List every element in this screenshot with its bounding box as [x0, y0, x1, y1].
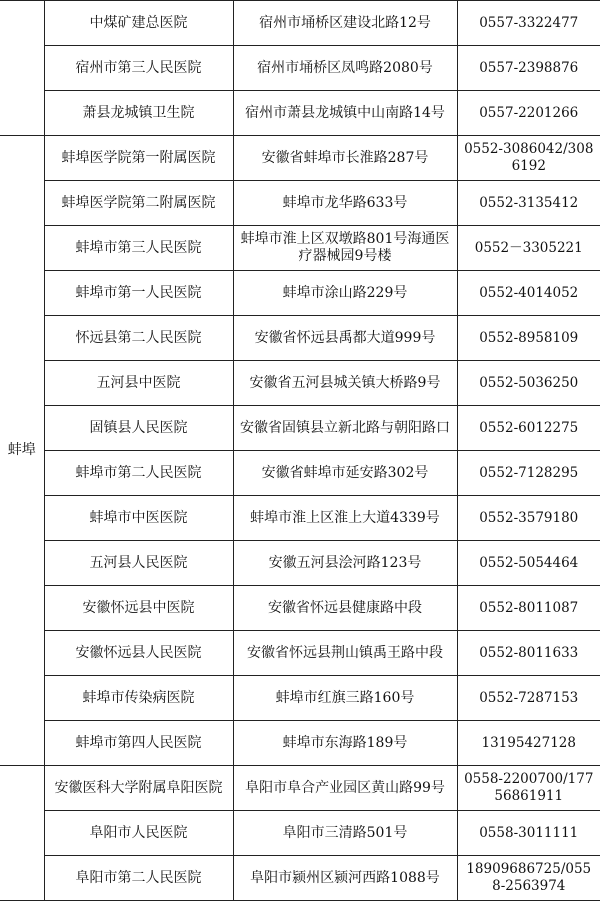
hospital-phone: 0552-8958109	[457, 316, 600, 361]
hospital-name: 蚌埠医学院第一附属医院	[44, 136, 233, 181]
hospital-phone: 0552-6012275	[457, 406, 600, 451]
city-cell: 蚌埠	[0, 136, 44, 766]
hospital-name: 五河县人民医院	[44, 541, 233, 586]
table-row	[0, 1, 600, 46]
hospital-name: 安徽怀远县中医院	[44, 586, 233, 631]
table-row	[0, 811, 600, 856]
hospital-phone: 18909686725/0558-2563974	[457, 856, 600, 901]
hospital-address: 安徽五河县浍河路123号	[233, 541, 457, 586]
table-row	[0, 586, 600, 631]
table-row	[0, 226, 600, 271]
hospital-address: 阜阳市颍州区颍河西路1088号	[233, 856, 457, 901]
hospital-phone: 0558-3011111	[457, 811, 600, 856]
hospital-address: 蚌埠市红旗三路160号	[233, 676, 457, 721]
hospital-phone: 0552-8011633	[457, 631, 600, 676]
table-row	[0, 676, 600, 721]
table-row	[0, 46, 600, 91]
table-row	[0, 91, 600, 136]
hospital-address: 安徽省蚌埠市延安路302号	[233, 451, 457, 496]
table-row	[0, 451, 600, 496]
hospital-address: 宿州市埇桥区建设北路12号	[233, 1, 457, 46]
hospital-name: 蚌埠市第四人民医院	[44, 721, 233, 766]
hospital-address: 安徽省五河县城关镇大桥路9号	[233, 361, 457, 406]
hospital-phone: 0557-2398876	[457, 46, 600, 91]
hospital-address: 安徽省怀远县荆山镇禹王路中段	[233, 631, 457, 676]
hospital-name: 萧县龙城镇卫生院	[44, 91, 233, 136]
hospital-address: 蚌埠市东海路189号	[233, 721, 457, 766]
hospital-name: 蚌埠市中医医院	[44, 496, 233, 541]
table-row	[0, 361, 600, 406]
hospital-name: 宿州市第三人民医院	[44, 46, 233, 91]
city-cell	[0, 766, 44, 901]
table-row	[0, 631, 600, 676]
hospital-phone: 0552-8011087	[457, 586, 600, 631]
hospital-name: 阜阳市人民医院	[44, 811, 233, 856]
hospital-address: 宿州市埇桥区凤鸣路2080号	[233, 46, 457, 91]
hospital-phone: 0552-3135412	[457, 181, 600, 226]
hospital-address: 安徽省蚌埠市长淮路287号	[233, 136, 457, 181]
table-row	[0, 766, 600, 811]
hospital-phone: 0552-5036250	[457, 361, 600, 406]
hospital-address: 蚌埠市龙华路633号	[233, 181, 457, 226]
hospital-address: 蚌埠市涂山路229号	[233, 271, 457, 316]
hospital-name: 怀远县第二人民医院	[44, 316, 233, 361]
hospital-phone: 13195427128	[457, 721, 600, 766]
table-row	[0, 541, 600, 586]
table-row	[0, 271, 600, 316]
table-row	[0, 316, 600, 361]
hospital-name: 蚌埠医学院第二附属医院	[44, 181, 233, 226]
hospital-address: 蚌埠市淮上区淮上大道4339号	[233, 496, 457, 541]
hospital-phone: 0552-3579180	[457, 496, 600, 541]
hospital-address: 阜阳市阜合产业园区黄山路99号	[233, 766, 457, 811]
hospital-address: 蚌埠市淮上区双墩路801号海通医疗器械园9号楼	[233, 226, 457, 271]
table-row	[0, 136, 600, 181]
hospital-address: 阜阳市三清路501号	[233, 811, 457, 856]
hospital-address: 宿州市萧县龙城镇中山南路14号	[233, 91, 457, 136]
hospital-name: 五河县中医院	[44, 361, 233, 406]
hospital-address: 安徽省固镇县立新北路与朝阳路口	[233, 406, 457, 451]
table-row	[0, 721, 600, 766]
hospital-phone: 0552－3305221	[457, 226, 600, 271]
table-row	[0, 181, 600, 226]
table-row	[0, 856, 600, 901]
hospital-name: 中煤矿建总医院	[44, 1, 233, 46]
hospital-phone: 0552-4014052	[457, 271, 600, 316]
hospital-name: 固镇县人民医院	[44, 406, 233, 451]
hospital-name: 蚌埠市第二人民医院	[44, 451, 233, 496]
table-row	[0, 406, 600, 451]
hospital-phone: 0557-2201266	[457, 91, 600, 136]
hospital-phone: 0552-7287153	[457, 676, 600, 721]
hospital-name: 蚌埠市第一人民医院	[44, 271, 233, 316]
hospital-name: 安徽怀远县人民医院	[44, 631, 233, 676]
hospital-name: 安徽医科大学附属阜阳医院	[44, 766, 233, 811]
hospital-name: 蚌埠市传染病医院	[44, 676, 233, 721]
hospital-address: 安徽省怀远县健康路中段	[233, 586, 457, 631]
hospital-name: 阜阳市第二人民医院	[44, 856, 233, 901]
table-row	[0, 496, 600, 541]
hospital-phone: 0552-3086042/3086192	[457, 136, 600, 181]
hospital-name: 蚌埠市第三人民医院	[44, 226, 233, 271]
hospital-address: 安徽省怀远县禹都大道999号	[233, 316, 457, 361]
hospital-phone: 0558-2200700/17756861911	[457, 766, 600, 811]
city-cell	[0, 1, 44, 136]
hospital-phone: 0552-5054464	[457, 541, 600, 586]
hospital-phone: 0557-3322477	[457, 1, 600, 46]
hospital-phone: 0552-7128295	[457, 451, 600, 496]
